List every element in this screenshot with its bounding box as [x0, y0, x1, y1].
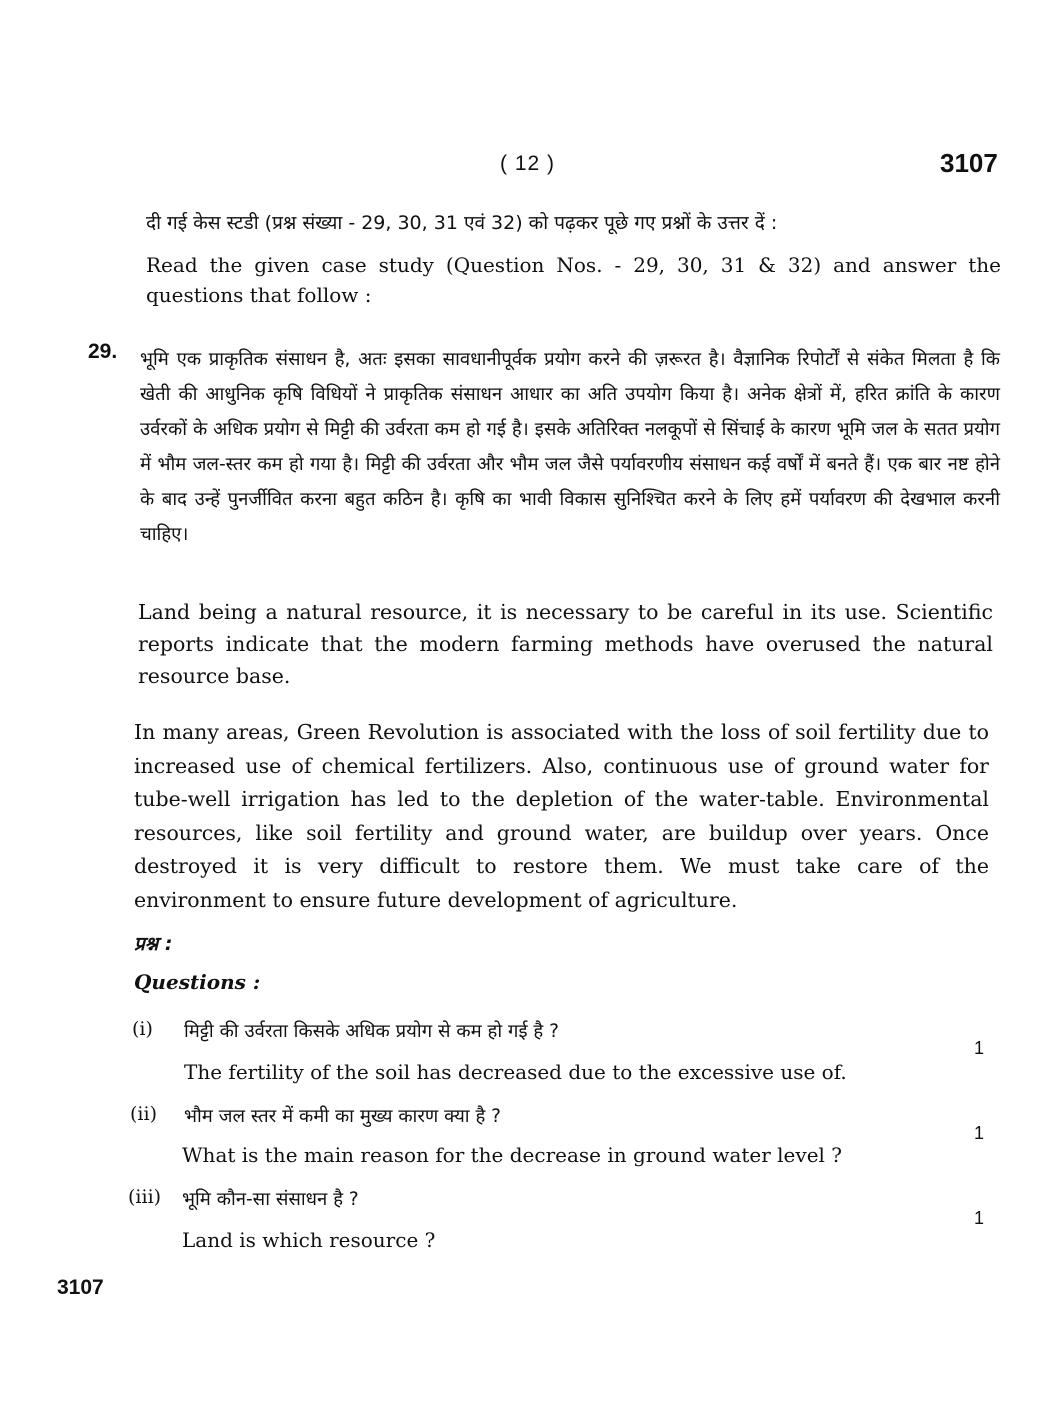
subquestion-english: The fertility of the soil has decreased due to the excessive use of.: [184, 1060, 847, 1084]
subquestion-number: (i): [132, 1018, 153, 1040]
subquestion-english: Land is which resource ?: [182, 1228, 436, 1252]
subquestion-english: What is the main reason for the decrease in ground water level ?: [182, 1143, 842, 1167]
subquestion-hindi: मिट्टी की उर्वरता किसके अधिक प्रयोग से कम हो गई है ?: [184, 1021, 559, 1042]
passage-english-2: In many areas, Green Revolution is associated with the loss of soil fertility due to increased use of chemical fertilizers. Also, continuous use of ground water for tube-well irrigation has led to the depletion of the water-table. Environmental resources, like soil fertility and ground water, are buildup over years. Once destroyed it is very difficult to restore them. We must take care of the environment to ensure future development of agriculture.: [134, 720, 989, 912]
subquestion-marks: 1: [974, 1038, 985, 1058]
paper-code-bottom: 3107: [57, 1276, 104, 1299]
subquestion-hindi: भूमि कौन-सा संसाधन है ?: [182, 1189, 359, 1210]
subquestion-marks: 1: [974, 1123, 985, 1143]
paper-code-top: 3107: [940, 148, 998, 178]
question-number: 29.: [88, 340, 118, 363]
prashn-label: प्रश्न :: [134, 933, 173, 955]
instructions-hindi: दी गई केस स्टडी (प्रश्न संख्या - 29, 30, 31 एवं 32) को पढ़कर पूछे गए प्रश्नों के उत्तर दें :: [146, 212, 778, 234]
page-number: ( 12 ): [500, 152, 556, 175]
subquestion-number: (ii): [130, 1103, 157, 1125]
questions-label: Questions :: [134, 970, 261, 994]
passage-hindi: भूमि एक प्राकृतिक संसाधन है, अतः इसका सावधानीपूर्वक प्रयोग करने की ज़रूरत है। वैज्ञानिक रिपोर्टों से संकेत मिलता है कि खेती की आधुनिक कृषि विधियों ने प्राकृतिक संसाधन आधार का अति उपयोग किया है। अनेक क्षेत्रों में, हरित क्रांति के कारण उर्वरकों के अधिक प्रयोग से मिट्टी की उर्वरता कम हो गई है। इसके अतिरिक्त नलकूपों से सिंचाई के कारण भूमि जल के सतत प्रयोग में भौम जल-स्तर कम हो गया है। मिट्टी की उर्वरता और भौम जल जैसे पर्यावरणीय संसाधन कई वर्षों में बनते हैं। एक बार नष्ट होने के बाद उन्हें पुनर्जीवित करना बहुत कठिन है। कृषि का भावी विकास सुनिश्चित करने के लिए हमें पर्यावरण की देखभाल करनी चाहिए।: [140, 349, 1000, 545]
subquestion-number: (iii): [128, 1186, 162, 1208]
subquestion-marks: 1: [974, 1208, 985, 1228]
instructions-english: Read the given case study (Question Nos. - 29, 30, 31 & 32) and answer the questions that follow :: [146, 253, 1001, 307]
passage-english-1: Land being a natural resource, it is necessary to be careful in its use. Scientific reports indicate that the modern farming methods have overused the natural resource base.: [138, 600, 993, 688]
subquestion-hindi: भौम जल स्तर में कमी का मुख्य कारण क्या है ?: [184, 1106, 501, 1127]
